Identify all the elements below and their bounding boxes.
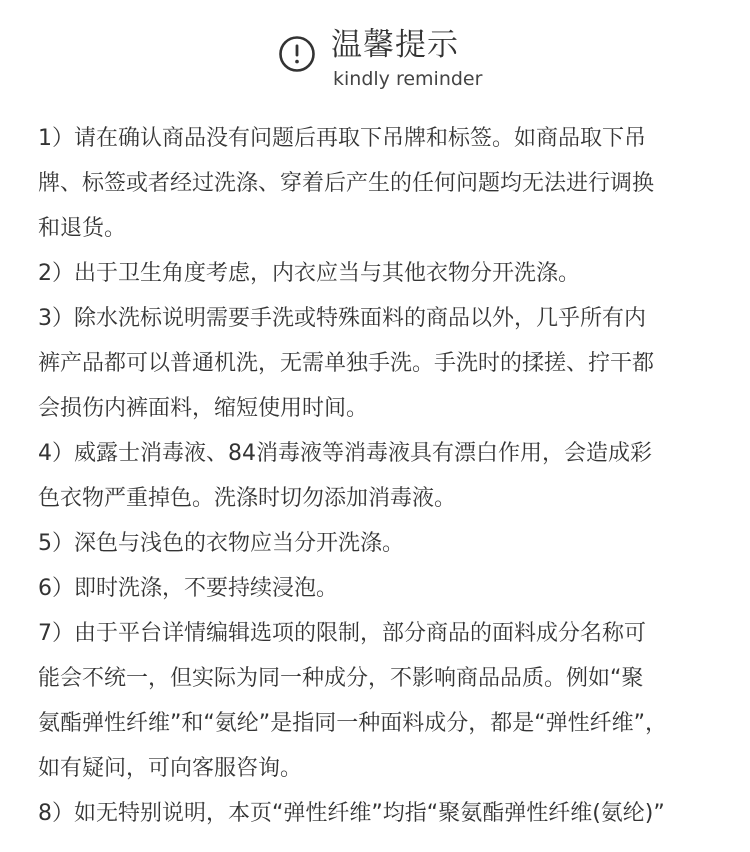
- reminder-item-2: 2）出于卫生角度考虑，内衣应当与其他衣物分开洗涤。: [38, 261, 580, 286]
- reminder-list: [38, 116, 718, 836]
- reminder-header: [0, 26, 750, 96]
- reminder-item-1: 1）请在确认商品没有问题后再取下吊牌和标签。如商品取下吊 牌、标签或者经过洗涤、穿着后产生的任何问题均无法进行调换 和退货。: [38, 126, 655, 241]
- page-title: 温馨提示: [331, 27, 459, 63]
- reminder-item-5: 5）深色与浅色的衣物应当分开洗涤。: [38, 531, 404, 556]
- reminder-item-7: 7）由于平台详情编辑选项的限制，部分商品的面料成分名称可 能会不统一，但实际为同一种成分，不影响商品品质。例如“聚 氨酯弹性纤维”和“氨纶”是指同一种面料成分，都是“弹性纤维”， 如有疑问，可向客服咨询。: [38, 621, 667, 781]
- exclamation-circle-icon: [278, 35, 316, 73]
- page-subtitle: kindly reminder: [333, 68, 483, 90]
- reminder-item-3: 3）除水洗标说明需要手洗或特殊面料的商品以外，几乎所有内 裤产品都可以普通机洗，无需单独手洗。手洗时的揉搓、拧干都 会损伤内裤面料，缩短使用时间。: [38, 306, 655, 421]
- reminder-item-6: 6）即时洗涤，不要持续浸泡。: [38, 576, 338, 601]
- reminder-item-4: 4）威露士消毒液、84消毒液等消毒液具有漂白作用，会造成彩 色衣物严重掉色。洗涤时切勿添加消毒液。: [38, 441, 652, 511]
- reminder-item-8: 8）如无特别说明，本页“弹性纤维”均指“聚氨酯弹性纤维(氨纶)”: [38, 801, 665, 826]
